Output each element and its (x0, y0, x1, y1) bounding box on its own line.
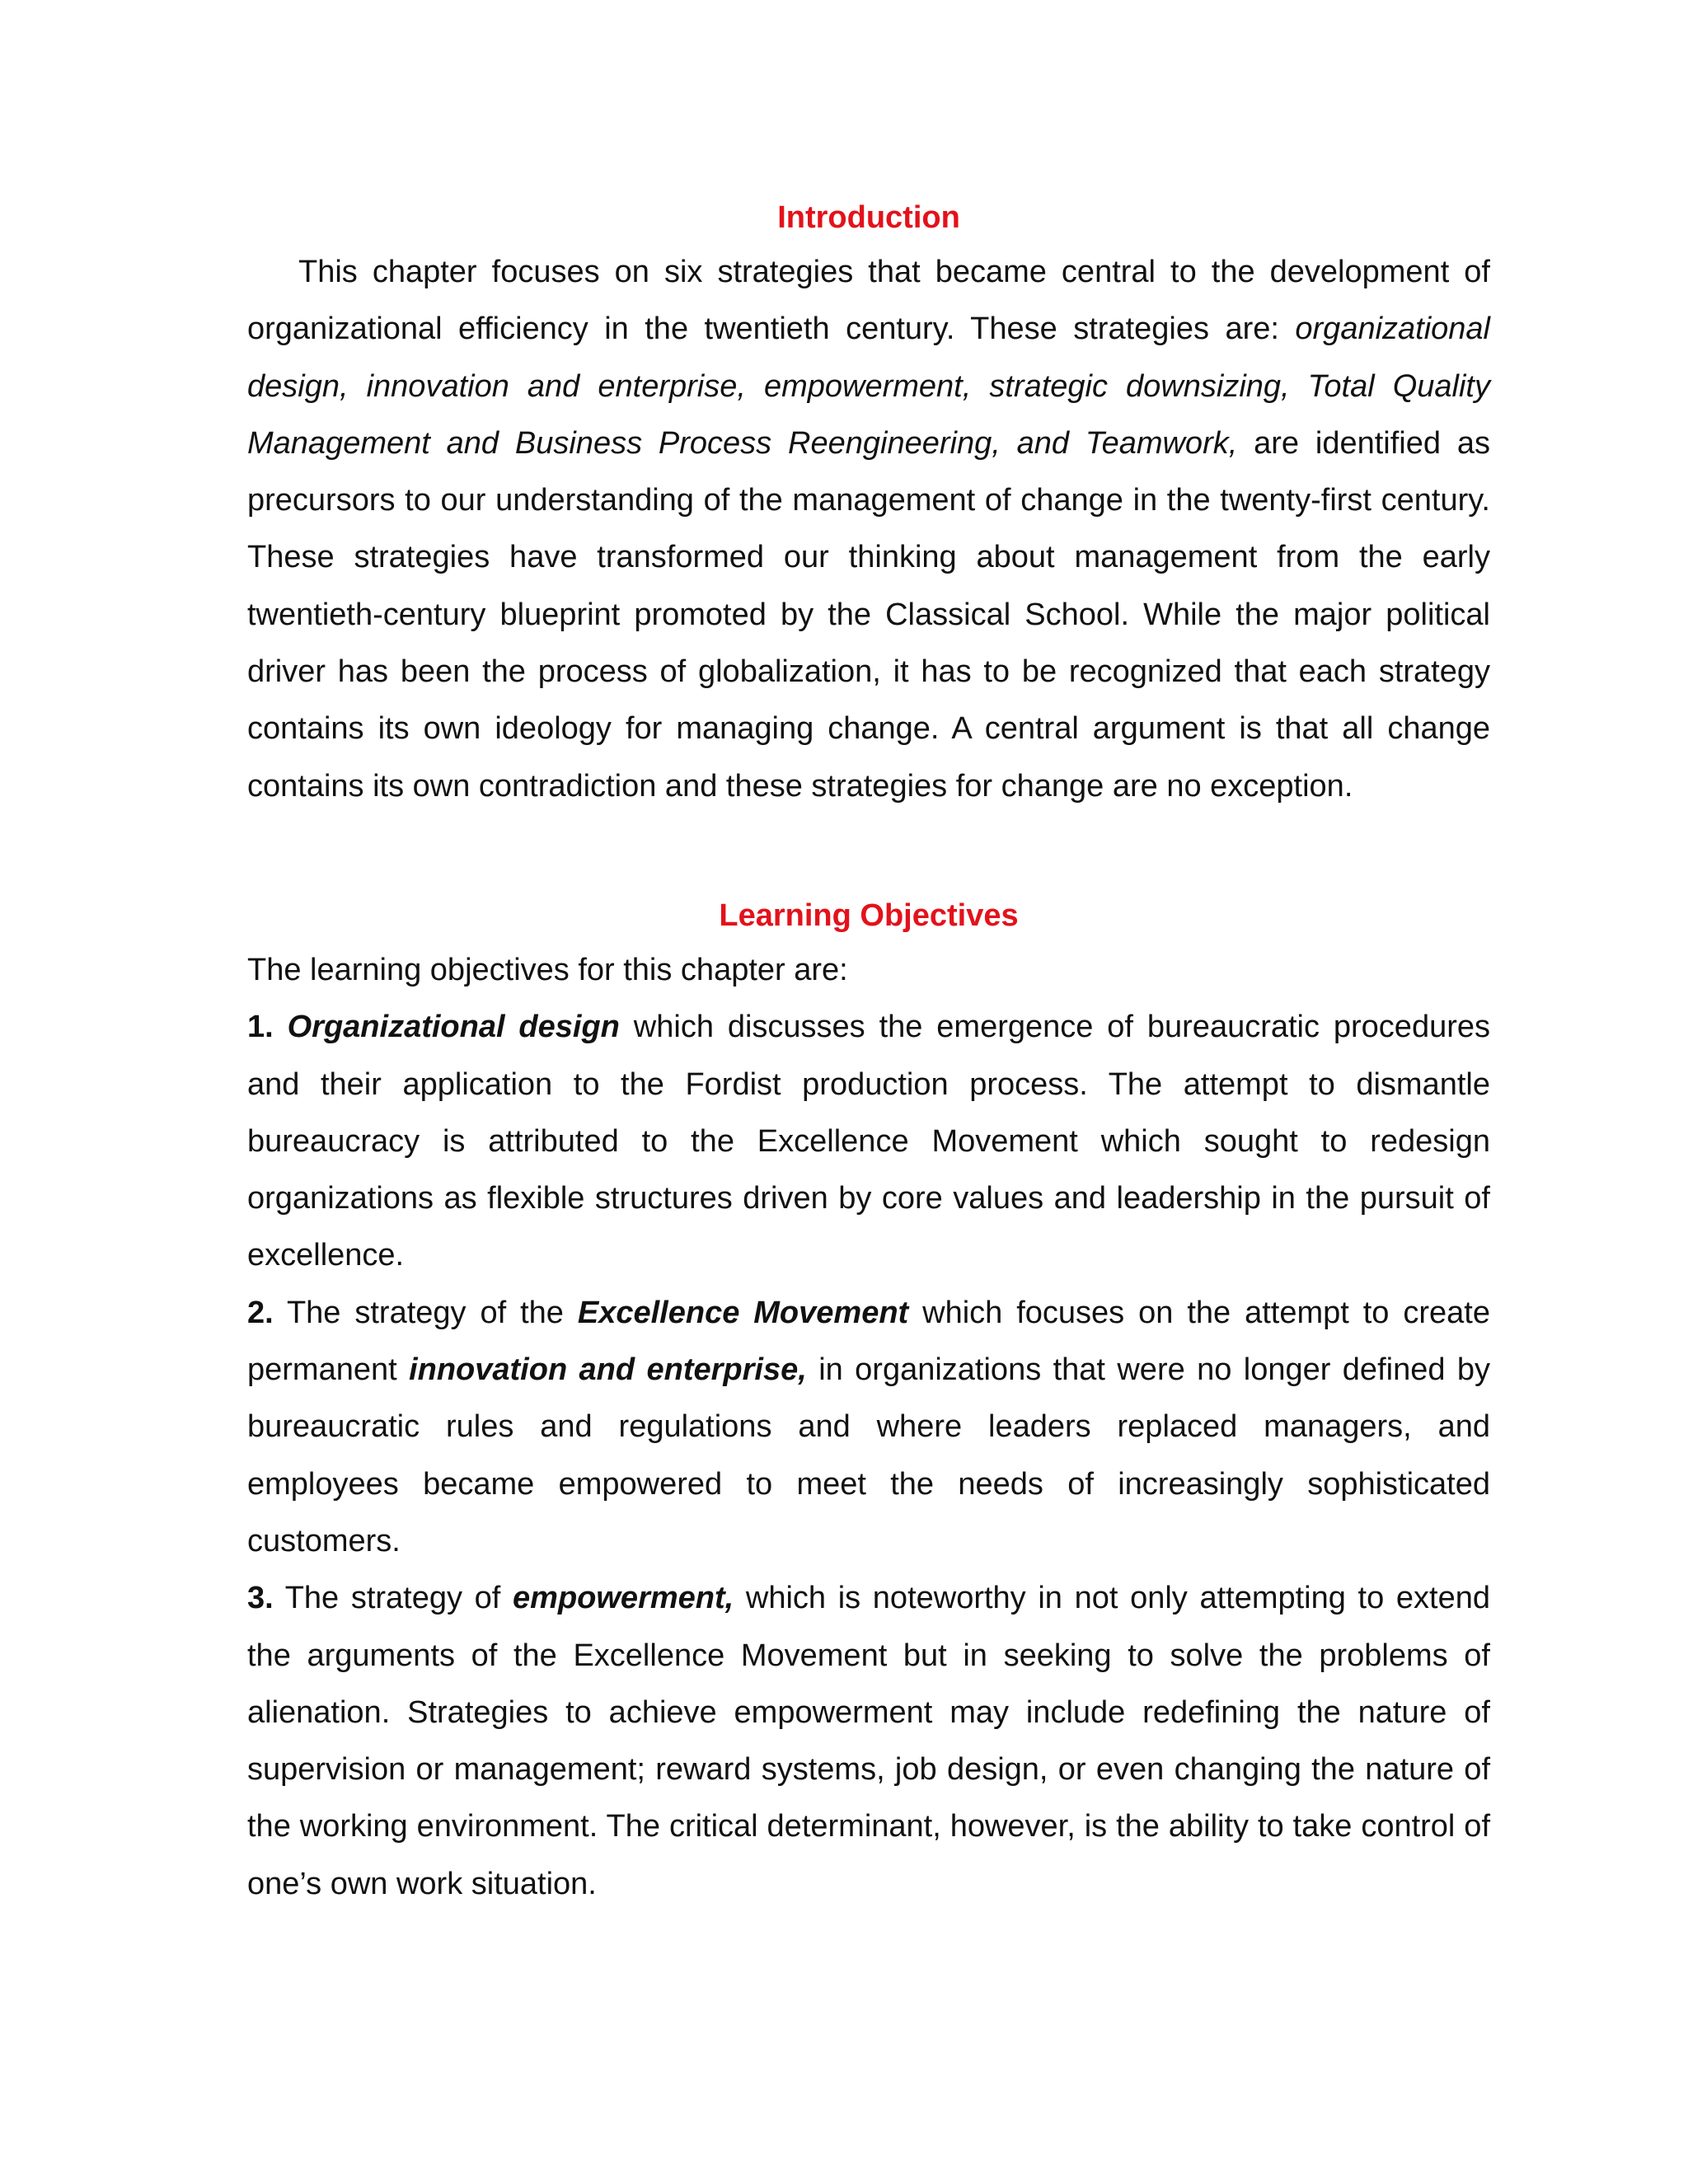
learning-objectives-heading: Learning Objectives (719, 898, 1019, 933)
introduction-paragraph (247, 244, 1490, 815)
strategies-list-italic: organizational design, innovation and enterprise, empowerment, strategic downsizing, Total Quality Management and Business Process Reengineering, and Teamwork, (247, 312, 1490, 461)
objective-number: 2. (247, 1295, 274, 1330)
objective-text: which focuses on the attempt to create permanent (247, 1295, 1490, 1388)
objective-number: 3. (247, 1581, 274, 1616)
objective-text: The strategy of the (286, 1295, 564, 1330)
objective-emphasis: empowerment, (513, 1581, 734, 1616)
objective-item-3 (247, 1570, 1490, 1913)
introduction-text-rest: are identified as precursors to our understanding of the management of change in the twenty-first century. These strategies have transformed our thinking about management from the early twentieth-century blueprint promoted by the Classical School. While the major political driver has been the process of globalization, it has to be recognized that each strategy contains its own ideology for managing change. A central argument is that all change contains its own contradiction and these strategies for change are no exception. (247, 425, 1490, 804)
objective-emphasis: Organizational design (287, 1010, 620, 1045)
objective-item-1 (247, 999, 1490, 1284)
introduction-heading: Introduction (777, 200, 960, 235)
objective-item-2 (247, 1285, 1490, 1570)
introduction-text: This chapter focuses on six strategies that became central to the development of organizational efficiency in the twentieth century. These strategies are: (247, 255, 1490, 347)
document-page (247, 191, 1490, 1913)
objective-text: which is noteworthy in not only attempting to extend the arguments of the Excellence Movement but in seeking to solve the problems of alienation. Strategies to achieve empowerment may include redefining the nature of supervision or management; reward systems, job design, or even changing the nature of the working environment. The critical determinant, however, is the ability to take control of one’s own work situation. (247, 1581, 1490, 1901)
objective-emphasis-secondary: innovation and enterprise, (409, 1352, 807, 1388)
objective-emphasis: Excellence Movement (577, 1295, 909, 1330)
objectives-lead: The learning objectives for this chapter are: (247, 952, 848, 987)
objective-text: The strategy of (284, 1581, 501, 1616)
objective-text-rest: in organizations that were no longer defined by bureaucratic rules and regulations and where leaders replaced managers, and employees became empowered to meet the needs of increasingly sophisticated customers. (247, 1352, 1490, 1558)
objective-number: 1. (247, 1010, 274, 1045)
objective-text: which discusses the emergence of bureaucratic procedures and their application to the Fordist production process. The attempt to dismantle bureaucracy is attributed to the Excellence Movement which sought to redesign organizations as flexible structures driven by core values and leadership in the pursuit of excellence. (247, 1010, 1490, 1273)
section-spacer (247, 815, 1490, 889)
